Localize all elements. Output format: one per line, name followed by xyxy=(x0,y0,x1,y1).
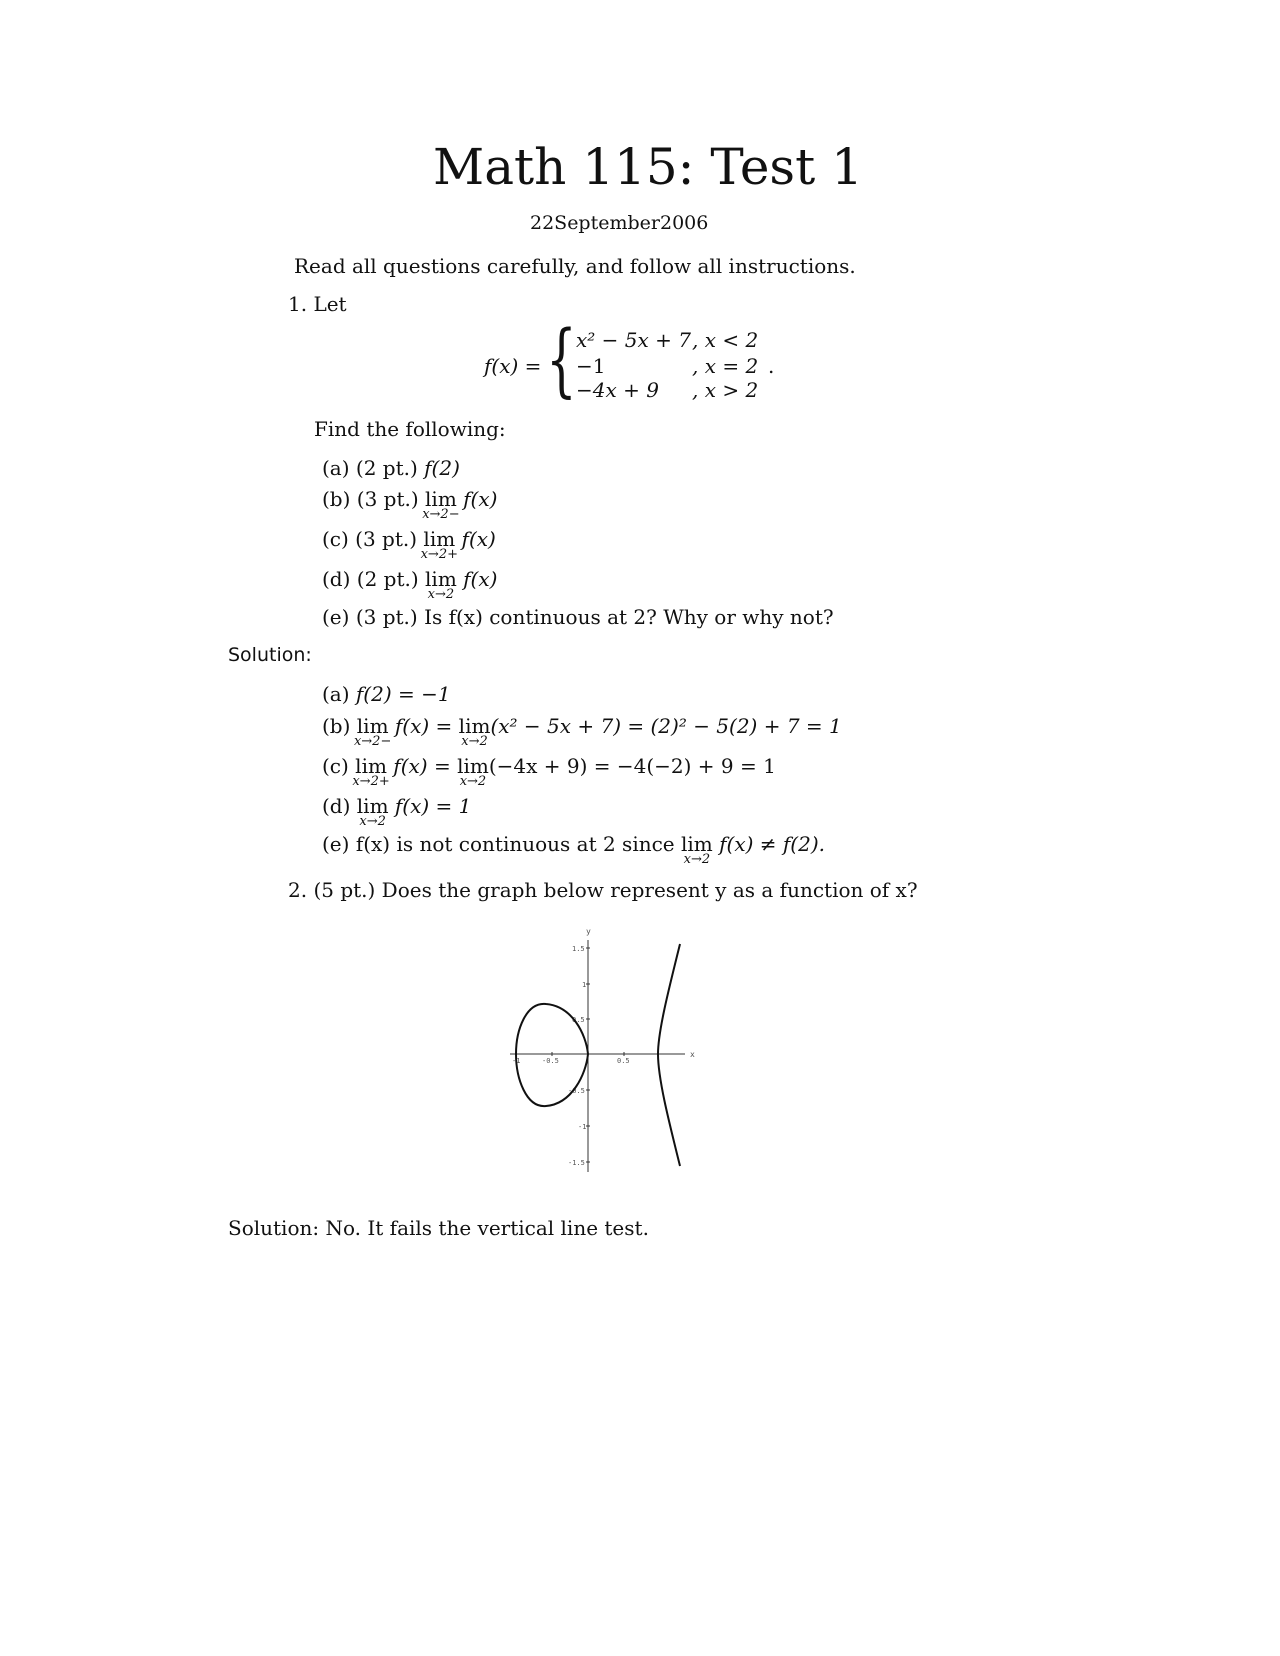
solution-2: Solution: No. It fails the vertical line test. xyxy=(228,1216,649,1240)
y-tick-0.5: 0.5 xyxy=(572,1016,585,1024)
part-tag: (e) xyxy=(322,605,350,629)
solution-a xyxy=(322,682,451,706)
case-3-cond: , x > 2 xyxy=(692,378,759,402)
part-tag: (b) xyxy=(322,487,351,511)
part-body: Is f(x) continuous at 2? Why or why not? xyxy=(424,605,834,629)
part-tag: (a) xyxy=(322,456,350,480)
solution-text: f(x) = xyxy=(394,714,453,738)
part-b xyxy=(322,487,498,522)
part-body: f(x) xyxy=(463,567,498,591)
part-points: (3 pt.) xyxy=(355,605,418,629)
solution-e xyxy=(322,832,825,867)
y-tick-neg1.5: -1.5 xyxy=(568,1159,585,1167)
period: . xyxy=(768,354,775,378)
solution-tag: (e) xyxy=(322,832,350,856)
part-d xyxy=(322,567,498,602)
part-points: (2 pt.) xyxy=(355,456,418,480)
case-1-cond: , x < 2 xyxy=(692,328,759,352)
solution-tag: (d) xyxy=(322,794,351,818)
part-c xyxy=(322,527,496,562)
solution-text: f(x) = 1 xyxy=(394,794,472,818)
part-a xyxy=(322,456,460,480)
limit: lim x→2 xyxy=(356,794,389,829)
question-2: 2. (5 pt.) Does the graph below represent y as a function of x? xyxy=(288,878,918,902)
find-following: Find the following: xyxy=(314,417,506,441)
solution-text: f(2) = −1 xyxy=(355,682,451,706)
part-body: f(2) xyxy=(424,456,460,480)
part-points: (3 pt.) xyxy=(356,487,419,511)
curve-branch xyxy=(658,944,680,1166)
left-brace: { xyxy=(546,313,577,406)
x-axis-label: x xyxy=(690,1050,695,1059)
part-body: f(x) xyxy=(463,487,498,511)
solution-d xyxy=(322,794,472,829)
part-body: f(x) xyxy=(461,527,496,551)
limit: lim x→2 xyxy=(681,832,713,867)
solution-text: (x² − 5x + 7) = (2)² − 5(2) + 7 = 1 xyxy=(490,714,842,738)
solution-c xyxy=(322,754,776,789)
solution-b xyxy=(322,714,842,749)
case-2-cond: , x = 2 xyxy=(692,354,759,378)
solution-label: Solution: xyxy=(228,644,312,666)
solution-text: (−4x + 9) = −4(−2) + 9 = 1 xyxy=(488,754,776,778)
x-tick-neg1: -1 xyxy=(512,1057,521,1065)
limit: lim x→2− xyxy=(422,487,460,522)
function-name: f(x) = xyxy=(484,354,542,378)
y-tick-1.5: 1.5 xyxy=(572,945,585,953)
solution-tag: (b) xyxy=(322,714,351,738)
case-3-expr: −4x + 9 xyxy=(576,378,659,402)
x-tick-neg0.5: -0.5 xyxy=(542,1057,559,1065)
limit: lim x→2− xyxy=(353,714,392,749)
limit: lim x→2+ xyxy=(352,754,390,789)
part-tag: (c) xyxy=(322,527,349,551)
y-tick-neg1: -1 xyxy=(578,1123,587,1131)
question-1-label: 1. Let xyxy=(288,292,347,316)
instructions: Read all questions carefully, and follow all instructions. xyxy=(294,254,856,278)
case-2-expr: −1 xyxy=(576,354,606,378)
limit: lim x→2 xyxy=(458,714,491,749)
graph xyxy=(500,922,710,1182)
limit: lim x→2+ xyxy=(420,527,458,562)
date: 22September2006 xyxy=(530,212,709,234)
part-tag: (d) xyxy=(322,567,351,591)
x-tick-0.5: 0.5 xyxy=(617,1057,630,1065)
y-tick-1: 1 xyxy=(582,981,587,989)
solution-tag: (a) xyxy=(322,682,350,706)
y-axis-label: y xyxy=(586,927,591,936)
limit: lim x→2 xyxy=(457,754,489,789)
page-title: Math 115: Test 1 xyxy=(433,138,863,196)
solution-tag: (c) xyxy=(322,754,349,778)
solution-text: f(x) ≠ f(2). xyxy=(719,832,825,856)
part-e xyxy=(322,605,834,629)
solution-text: f(x) = xyxy=(393,754,451,778)
case-1-expr: x² − 5x + 7 xyxy=(576,328,691,352)
y-tick-neg0.5: -0.5 xyxy=(568,1087,585,1095)
part-points: (2 pt.) xyxy=(356,567,419,591)
solution-text: f(x) is not continuous at 2 since xyxy=(355,832,675,856)
limit: lim x→2 xyxy=(425,567,457,602)
part-points: (3 pt.) xyxy=(355,527,418,551)
